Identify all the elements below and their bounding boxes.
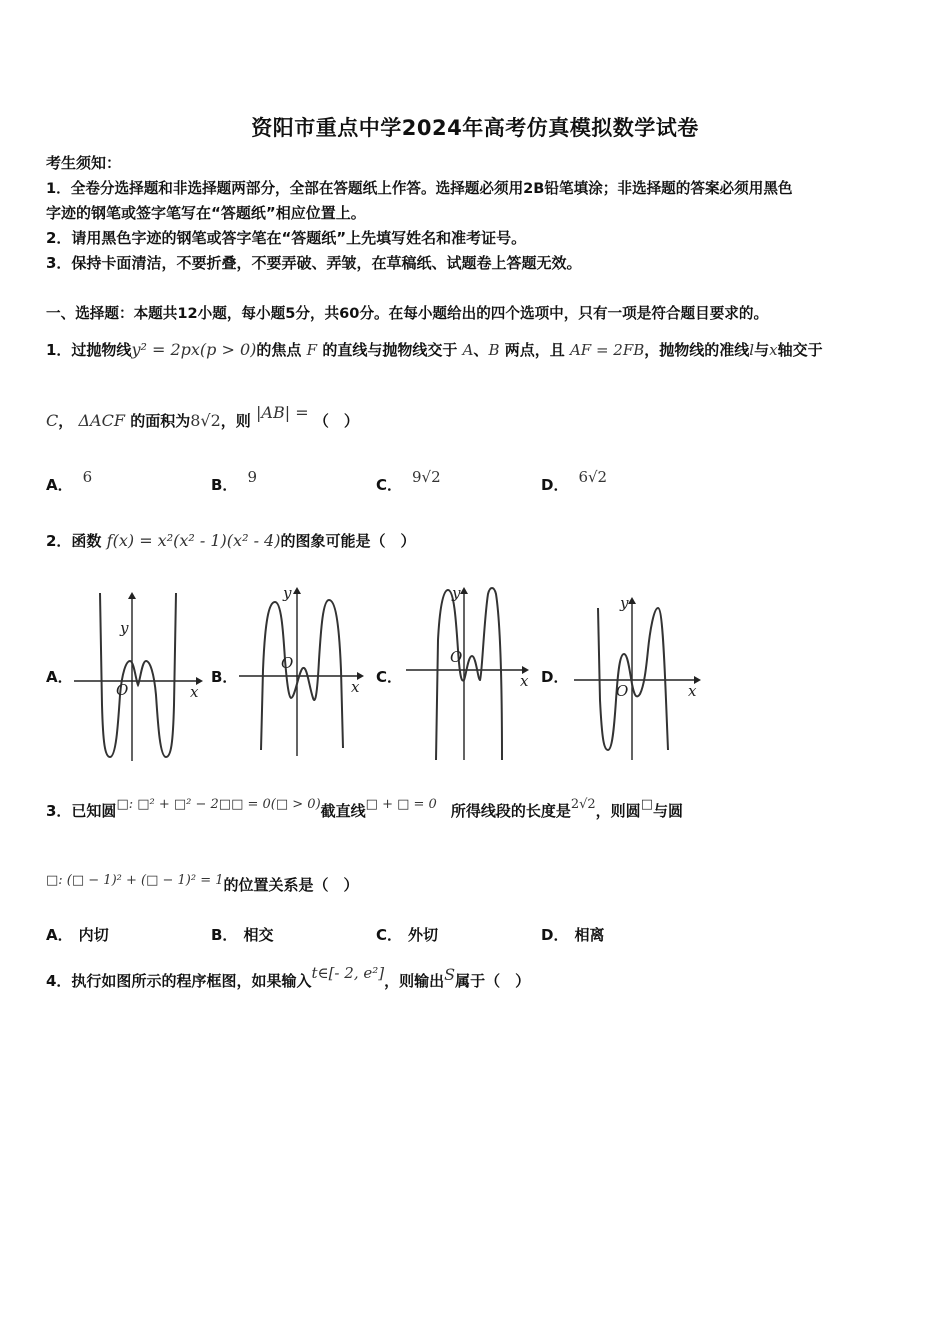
q3-line1 <box>46 797 683 821</box>
q1-point-A: A <box>462 341 474 359</box>
q1-text: 轴交于 <box>777 341 823 359</box>
q1-ab-length: |AB| = <box>256 403 309 422</box>
q2-option-d-label[interactable]: D． <box>541 668 569 686</box>
option-value: 内切 <box>78 926 109 944</box>
q1-x-axis: x <box>769 341 778 359</box>
option-value: 相离 <box>574 926 605 944</box>
q3-segment-length: 2√2 <box>570 797 596 812</box>
q2-graph-d[interactable] <box>570 590 710 765</box>
q4-number: 4．执行如图所示的程序框图，如果输入 <box>46 972 312 990</box>
graph-x-label: x <box>520 672 529 690</box>
q1-text: 与 <box>754 341 770 359</box>
graph-x-label: x <box>190 683 199 701</box>
notice-heading: 考生须知： <box>46 154 122 172</box>
option-label: A． <box>46 926 73 944</box>
q1-text: （ ） <box>313 412 359 430</box>
q1-area-value: 8√2 <box>190 411 221 430</box>
q2-option-c-label[interactable]: C． <box>376 668 403 686</box>
q2-option-a-label[interactable]: A． <box>46 668 73 686</box>
q2-option-b-label[interactable]: B． <box>211 668 238 686</box>
q1-option-a[interactable] <box>46 466 93 494</box>
q4-output-S: S <box>444 965 456 984</box>
q4-line <box>46 964 531 991</box>
q3-option-d[interactable] <box>541 924 604 945</box>
option-label: A． <box>46 476 73 494</box>
option-label: D． <box>541 476 569 494</box>
q4-input-range: t∈[- 2, e²] <box>311 964 385 982</box>
option-label: C． <box>376 926 403 944</box>
q3-number: 3．已知圆 <box>46 802 117 820</box>
section-heading: 一、选择题：本题共12小题，每小题5分，共60分。在每小题给出的四个选项中，只有一项是符合题目要求的。 <box>46 305 769 322</box>
graph-origin-label: O <box>281 654 294 672</box>
graph-x-label: x <box>351 678 360 696</box>
q4-text: ，则输出 <box>384 972 445 990</box>
option-label: B． <box>211 926 238 944</box>
q2-graph-a[interactable] <box>70 585 210 765</box>
page-title: 资阳市重点中学2024年高考仿真模拟数学试卷 <box>251 116 699 140</box>
graph-y-label: y <box>120 619 129 637</box>
q1-text: ， <box>58 412 74 430</box>
q2-graph-c[interactable] <box>402 580 542 765</box>
q1-text: 的直线与抛物线交于 <box>322 341 458 359</box>
q3-text: 截直线 <box>320 802 366 820</box>
option-label: D． <box>541 926 569 944</box>
graph-x-label: x <box>688 682 697 700</box>
q3-option-b[interactable] <box>211 924 273 945</box>
q3-text: 与圆 <box>652 802 683 820</box>
q1-point-C: C <box>46 411 59 430</box>
q2-graph-b[interactable] <box>235 580 375 760</box>
notice-item: 字迹的钢笔或签字笔写在“答题纸”相应位置上。 <box>46 204 366 222</box>
q1-line1 <box>46 339 823 360</box>
graph-origin-label: O <box>450 648 463 666</box>
q1-text: 的面积为 <box>130 412 191 430</box>
q3-text: ，则圆 <box>595 802 641 820</box>
graph-origin-label: O <box>616 682 629 700</box>
q1-option-c[interactable] <box>376 466 441 494</box>
q1-vector-relation: AF = 2FB <box>569 341 645 359</box>
notice-item: 3．保持卡面清洁，不要折叠，不要弄破、弄皱，在草稿纸、试题卷上答题无效。 <box>46 254 582 272</box>
q2-text: 的图象可能是（ ） <box>280 532 416 550</box>
q1-option-b[interactable] <box>211 466 257 494</box>
q1-number: 1．过抛物线 <box>46 341 132 359</box>
q2-line <box>46 530 416 551</box>
option-label: C． <box>376 476 403 494</box>
option-label: B． <box>211 476 238 494</box>
q1-parabola-equation: y² = 2px(p > 0) <box>131 340 257 359</box>
option-value: 6 <box>82 468 93 486</box>
q2-number: 2．函数 <box>46 532 102 550</box>
q1-option-d[interactable] <box>541 466 608 494</box>
option-value: 9√2 <box>412 468 441 486</box>
q1-text: 的焦点 <box>256 341 302 359</box>
option-value: 9 <box>247 468 257 486</box>
graph-y-label: y <box>620 594 629 612</box>
q1-text: ，抛物线的准线 <box>644 341 750 359</box>
q3-line-equation: □ + □ = 0 <box>365 797 437 812</box>
graph-y-label: y <box>283 584 292 602</box>
q2-function-equation: f(x) = x²(x² - 1)(x² - 4) <box>106 531 281 550</box>
q3-line2 <box>46 874 359 895</box>
q3-text: 所得线段的长度是 <box>450 802 571 820</box>
q4-text: 属于（ ） <box>455 972 531 990</box>
q3-circle-m: □ <box>640 797 653 812</box>
q3-circle-n-equation: □: (□ − 1)² + (□ − 1)² = 1 <box>46 873 224 888</box>
graph-y-label: y <box>452 584 461 602</box>
q1-focus-F: F <box>306 341 318 359</box>
option-value: 外切 <box>408 926 439 944</box>
notice-item: 2．请用黑色字迹的钢笔或答字笔在“答题纸”上先填写姓名和准考证号。 <box>46 229 527 247</box>
q3-circle-m-equation: □: □² + □² − 2□□ = 0(□ > 0) <box>116 797 321 812</box>
option-value: 相交 <box>243 926 274 944</box>
graph-origin-label: O <box>116 681 129 699</box>
q1-line2 <box>46 403 359 431</box>
q3-text: 的位置关系是（ ） <box>223 876 359 894</box>
q1-text: ，则 <box>220 412 251 430</box>
q1-text: 、 <box>473 341 489 359</box>
q1-triangle: ΔACF <box>78 411 125 430</box>
option-value: 6√2 <box>578 468 608 486</box>
q1-point-B: B <box>488 341 500 359</box>
q1-line-l: l <box>749 341 755 359</box>
q1-text: 两点，且 <box>504 341 565 359</box>
notice-item: 1．全卷分选择题和非选择题两部分，全部在答题纸上作答。选择题必须用2B铅笔填涂；非选择题的答案必须用黑色 <box>46 180 793 197</box>
q3-option-a[interactable] <box>46 924 109 945</box>
q3-option-c[interactable] <box>376 924 438 945</box>
